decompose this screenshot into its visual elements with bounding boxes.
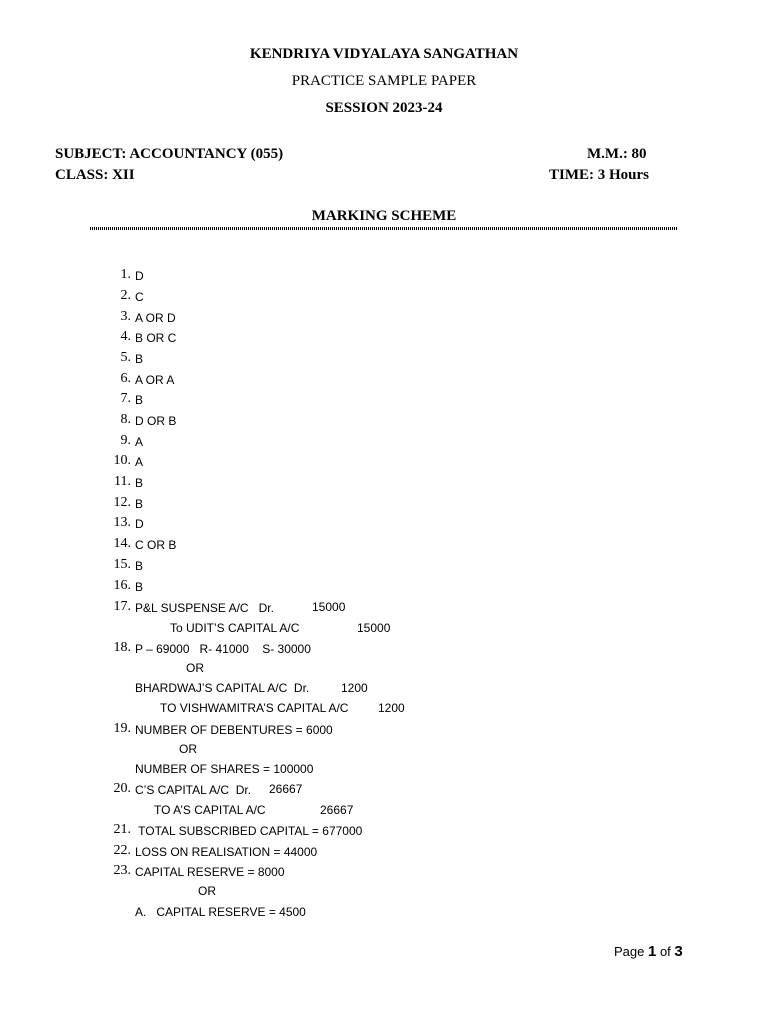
answer-text: C xyxy=(135,290,144,304)
answer-number: 23. xyxy=(113,863,131,878)
answer-text: LOSS ON REALISATION = 44000 xyxy=(135,845,318,859)
answer-text: P – 69000 R- 41000 S- 30000 xyxy=(135,642,311,656)
a19-shares: NUMBER OF SHARES = 100000 xyxy=(135,762,314,776)
page-total: 3 xyxy=(674,943,683,960)
answer-number: 12. xyxy=(113,495,131,510)
answer-text: A xyxy=(135,435,144,449)
session: SESSION 2023-24 xyxy=(325,100,443,116)
max-marks: M.M.: 80 xyxy=(587,146,647,162)
answer-number: 9. xyxy=(120,433,131,448)
answer-number: 2. xyxy=(120,288,131,303)
a18-or: OR xyxy=(186,661,204,675)
answer-number: 10. xyxy=(113,453,131,468)
answer-text: P&L SUSPENSE A/C Dr. xyxy=(135,601,274,615)
page-number: 1 xyxy=(647,943,657,960)
page-word: Page xyxy=(614,944,648,959)
answer-number: 8. xyxy=(120,412,131,427)
paper-title: PRACTICE SAMPLE PAPER xyxy=(291,73,477,89)
a18-entry: BHARDWAJ’S CAPITAL A/C Dr. xyxy=(135,681,310,695)
answer-text: C OR B xyxy=(135,538,177,552)
answer-number: 1. xyxy=(120,267,131,282)
a20-to: TO A’S CAPITAL A/C xyxy=(154,803,266,817)
answer-text: B xyxy=(135,393,144,407)
answer-number: 4. xyxy=(120,329,131,344)
class: CLASS: XII xyxy=(55,167,135,183)
a18-amount: 1200 xyxy=(341,681,368,695)
of-word: of xyxy=(656,944,675,959)
answer-text: B xyxy=(135,580,144,594)
a18-to: TO VISHWAMITRA’S CAPITAL A/C xyxy=(160,701,349,715)
answer-number: 15. xyxy=(113,557,131,572)
answer-text: A xyxy=(135,455,144,469)
answer-text: D OR B xyxy=(135,414,177,428)
a17-to-amount: 15000 xyxy=(357,621,391,635)
answer-text: A OR A xyxy=(135,373,175,387)
a17-to: To UDIT’S CAPITAL A/C xyxy=(170,621,300,635)
answer-text: CAPITAL RESERVE = 8000 xyxy=(135,865,285,879)
time: TIME: 3 Hours xyxy=(549,167,650,183)
a18-to-amount: 1200 xyxy=(378,701,405,715)
answer-number: 7. xyxy=(120,391,131,406)
page-footer xyxy=(614,943,683,960)
a23-or: OR xyxy=(198,884,216,898)
answer-text: D xyxy=(135,269,144,283)
answer-number: 3. xyxy=(120,309,131,324)
dotted-rule xyxy=(90,227,678,230)
answer-number: 14. xyxy=(113,536,131,551)
answer-number: 20. xyxy=(113,781,131,796)
a20-to-amount: 26667 xyxy=(320,803,354,817)
answer-text: NUMBER OF DEBENTURES = 6000 xyxy=(135,723,333,737)
answer-number: 19. xyxy=(113,721,131,736)
answer-text: D xyxy=(135,517,144,531)
answer-number: 6. xyxy=(120,371,131,386)
answer-text: B xyxy=(135,559,144,573)
a23-alt: A. CAPITAL RESERVE = 4500 xyxy=(135,905,306,919)
org-name: KENDRIYA VIDYALAYA SANGATHAN xyxy=(249,46,519,62)
answer-text: B OR C xyxy=(135,331,177,345)
a17-amount: 15000 xyxy=(312,600,346,614)
answer-text: B xyxy=(135,352,144,366)
answer-number: 22. xyxy=(113,843,131,858)
answer-number: 21. xyxy=(113,822,131,837)
a19-or: OR xyxy=(179,742,197,756)
answer-number: 11. xyxy=(114,474,131,489)
answer-number: 18. xyxy=(113,640,131,655)
answer-number: 13. xyxy=(113,515,131,530)
answer-number: 16. xyxy=(113,578,131,593)
answer-number: 5. xyxy=(120,350,131,365)
answer-text: B xyxy=(135,476,144,490)
answer-number: 17. xyxy=(113,599,131,614)
a20-amount: 26667 xyxy=(269,782,303,796)
subject: SUBJECT: ACCOUNTANCY (055) xyxy=(55,146,284,162)
answer-text: TOTAL SUBSCRIBED CAPITAL = 677000 xyxy=(135,824,363,838)
answer-text: A OR D xyxy=(135,311,176,325)
answer-text: C’S CAPITAL A/C Dr. xyxy=(135,783,252,797)
answer-text: B xyxy=(135,497,144,511)
marking-scheme-title: MARKING SCHEME xyxy=(311,208,457,224)
